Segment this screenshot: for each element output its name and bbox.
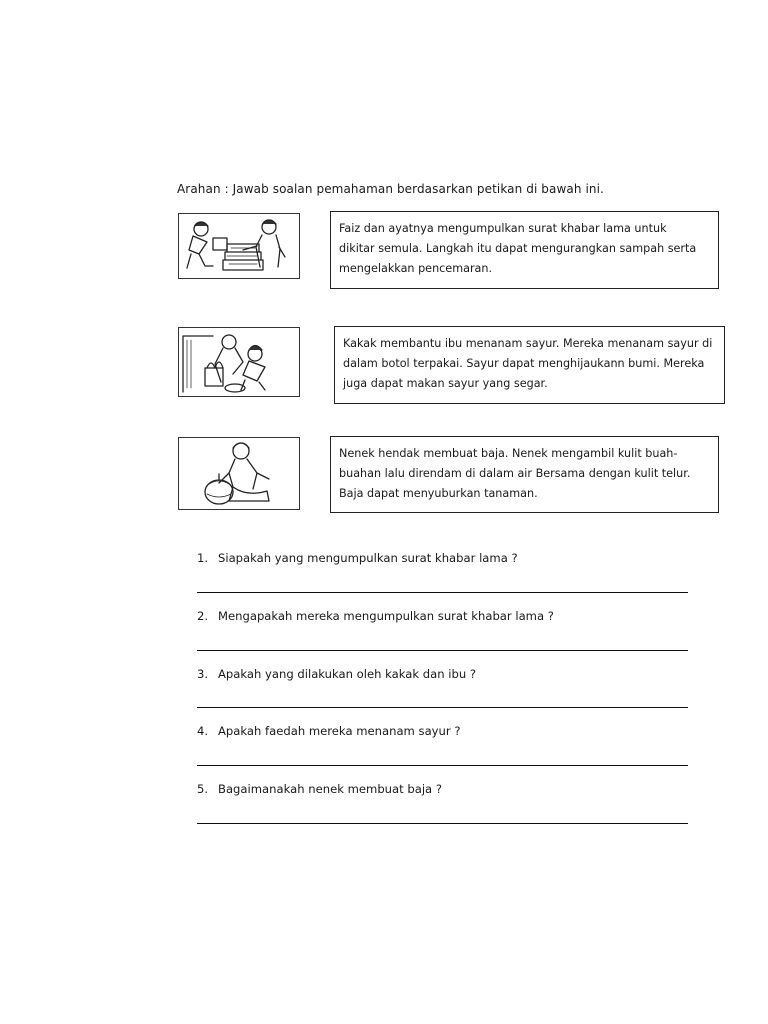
question-number: 1.: [197, 551, 209, 565]
grandmother-making-compost-icon: [178, 437, 300, 510]
question-text: Apakah yang dilakukan oleh kakak dan ibu ?: [218, 667, 477, 681]
question-number: 2.: [197, 609, 209, 623]
passage-2: [334, 326, 725, 404]
passage-3-line: Nenek hendak membuat baja. Nenek mengambil kulit buah-: [339, 447, 678, 460]
question-text: Apakah faedah mereka menanam sayur ?: [218, 724, 461, 738]
passage-3: [330, 436, 719, 513]
planting-vegetables-icon: [178, 327, 300, 397]
passage-1-line: dikitar semula. Langkah itu dapat mengurangkan sampah serta: [339, 242, 697, 255]
answer-line-4[interactable]: [197, 765, 688, 766]
answer-line-3[interactable]: [197, 707, 688, 708]
instruction-text: Arahan : Jawab soalan pemahaman berdasarkan petikan di bawah ini.: [177, 182, 604, 196]
passage-2-line: Kakak membantu ibu menanam sayur. Mereka menanam sayur di: [343, 337, 713, 350]
answer-line-2[interactable]: [197, 650, 688, 651]
question-text: Siapakah yang mengumpulkan surat khabar lama ?: [218, 551, 518, 565]
passage-1-line: mengelakkan pencemaran.: [339, 262, 493, 275]
question-text: Bagaimanakah nenek membuat baja ?: [218, 782, 442, 796]
passage-1-line: Faiz dan ayatnya mengumpulkan surat khabar lama untuk: [339, 222, 667, 235]
question-number: 3.: [197, 667, 209, 681]
passage-3-line: Baja dapat menyuburkan tanaman.: [339, 487, 538, 500]
question-2: [197, 609, 554, 623]
answer-line-1[interactable]: [197, 592, 688, 593]
question-4: [197, 724, 461, 738]
question-1: [197, 551, 518, 565]
question-5: [197, 782, 442, 796]
passage-2-line: dalam botol terpakai. Sayur dapat menghijaukann bumi. Mereka: [343, 357, 705, 370]
question-number: 4.: [197, 724, 209, 738]
question-number: 5.: [197, 782, 209, 796]
passage-1: [330, 211, 719, 289]
passage-3-line: buahan lalu direndam di dalam air Bersama dengan kulit telur.: [339, 467, 691, 480]
question-3: [197, 667, 476, 681]
children-stacking-newspapers-icon: [178, 213, 300, 279]
passage-2-line: juga dapat makan sayur yang segar.: [343, 377, 548, 390]
answer-line-5[interactable]: [197, 823, 688, 824]
question-text: Mengapakah mereka mengumpulkan surat khabar lama ?: [218, 609, 554, 623]
